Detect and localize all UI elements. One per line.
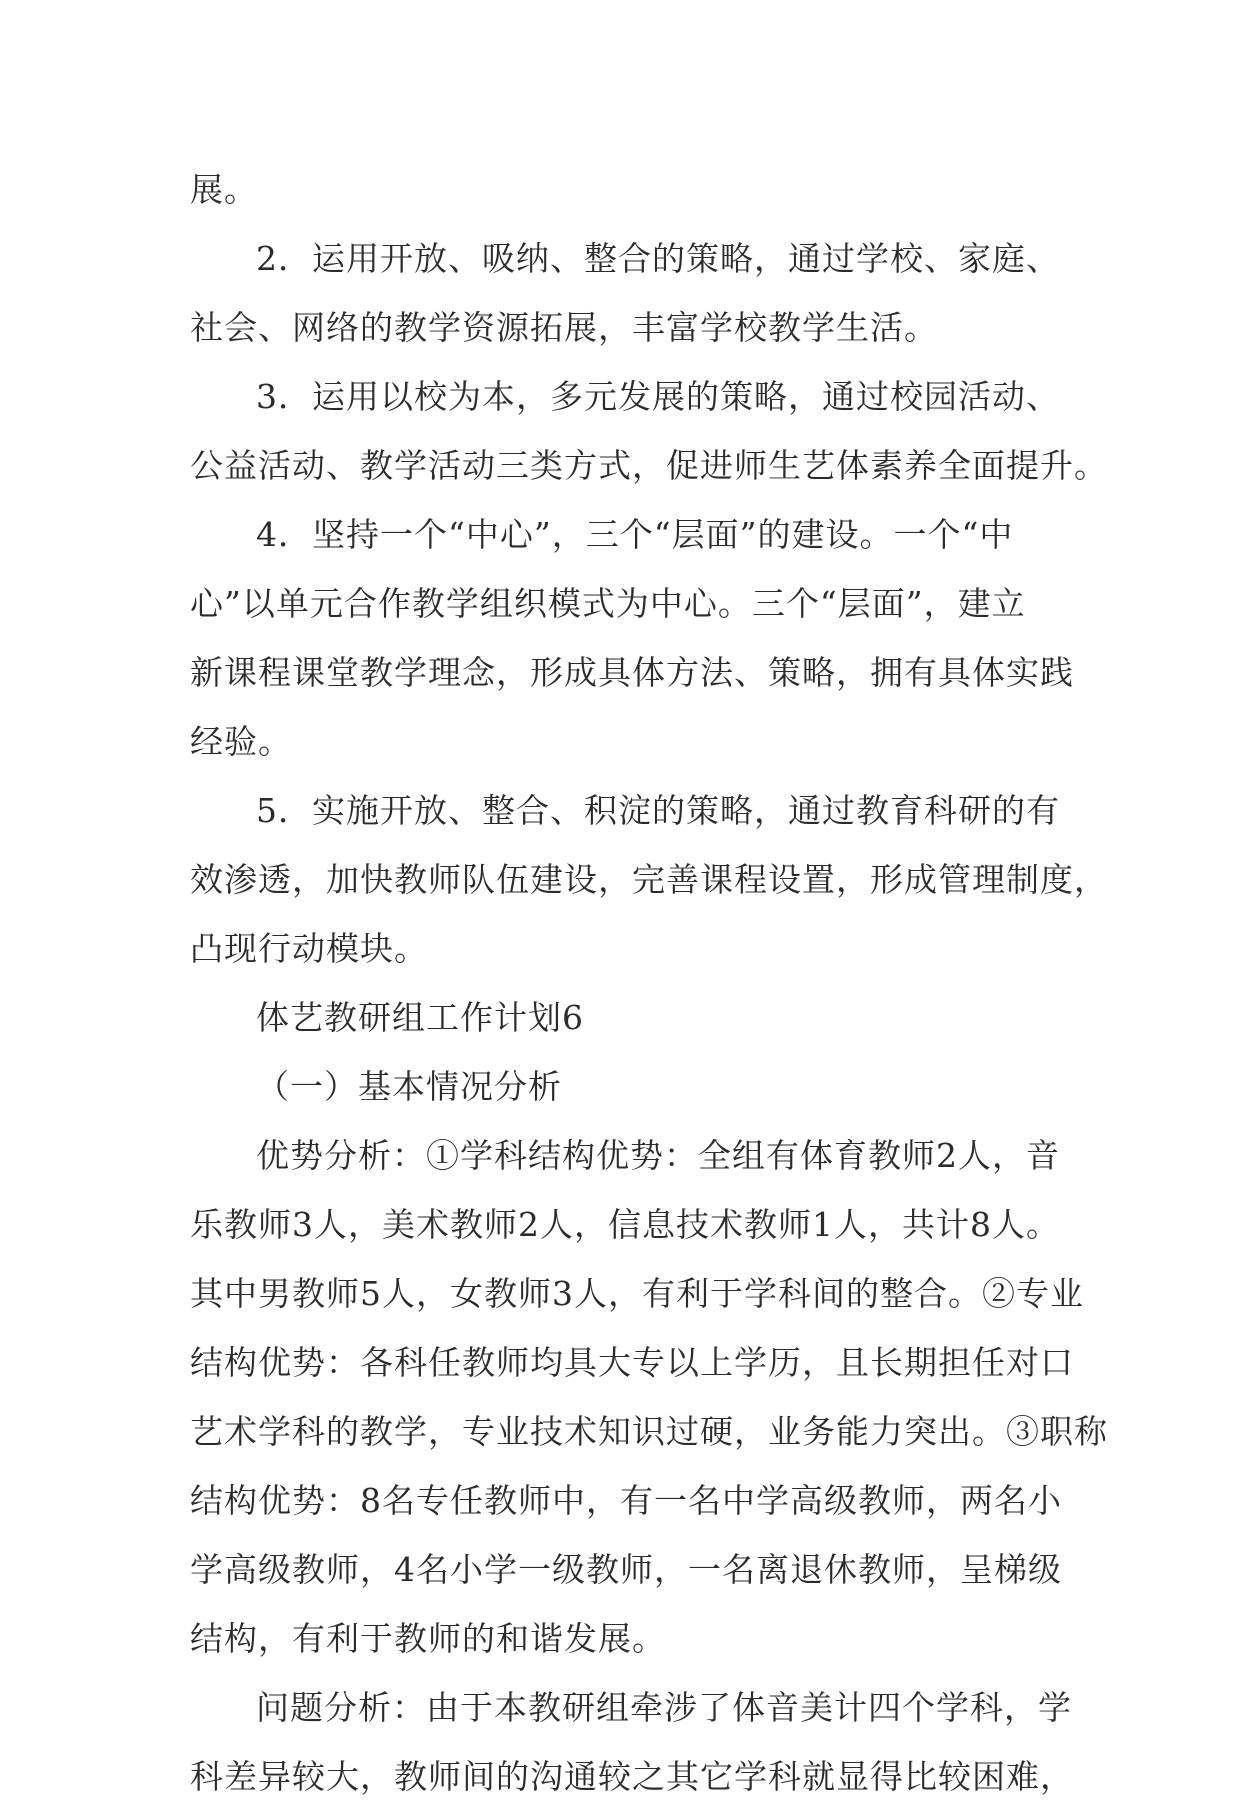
text-line: 艺术学科的教学，专业技术知识过硬，业务能力突出。③职称 (190, 1412, 1108, 1451)
section-title: 体艺教研组工作计划6 (256, 998, 584, 1037)
text-line: 展。 (190, 170, 258, 209)
text-line: 社会、网络的教学资源拓展，丰富学校教学生活。 (190, 308, 938, 347)
text-line: 结构优势：各科任教师均具大专以上学历，且长期担任对口 (190, 1343, 1074, 1382)
document-page (190, 155, 1108, 1811)
text-line: 公益活动、教学活动三类方式，促进师生艺体素养全面提升。 (190, 446, 1108, 485)
text-line: 科差异较大，教师间的沟通较之其它学科就显得比较困难， (190, 1757, 1074, 1796)
text-line: 心”以单元合作教学组织模式为中心。三个“层面”，建立 (190, 584, 1026, 623)
text-line: 乐教师3人，美术教师2人，信息技术教师1人，共计8人。 (190, 1205, 1060, 1244)
text-line: 新课程课堂教学理念，形成具体方法、策略，拥有具体实践 (190, 653, 1074, 692)
text-line: 学高级教师，4名小学一级教师，一名离退休教师，呈梯级 (190, 1550, 1062, 1589)
text-line: 3．运用以校为本，多元发展的策略，通过校园活动、 (256, 377, 1060, 416)
text-line: 凸现行动模块。 (190, 929, 428, 968)
text-line: 4．坚持一个“中心”，三个“层面”的建设。一个“中 (256, 515, 1014, 554)
text-line: 5．实施开放、整合、积淀的策略，通过教育科研的有 (256, 791, 1060, 830)
text-line: 其中男教师5人，女教师3人，有利于学科间的整合。②专业 (190, 1274, 1084, 1313)
text-line: 2．运用开放、吸纳、整合的策略，通过学校、家庭、 (256, 239, 1060, 278)
section-subtitle: （一）基本情况分析 (256, 1067, 562, 1106)
text-line: 问题分析：由于本教研组牵涉了体音美计四个学科，学 (256, 1688, 1072, 1727)
text-line: 效渗透，加快教师队伍建设，完善课程设置，形成管理制度， (190, 860, 1108, 899)
text-line: 结构，有利于教师的和谐发展。 (190, 1619, 666, 1658)
text-line: 优势分析：①学科结构优势：全组有体育教师2人，音 (256, 1136, 1060, 1175)
text-line: 结构优势：8名专任教师中，有一名中学高级教师，两名小 (190, 1481, 1062, 1520)
text-line: 经验。 (190, 722, 292, 761)
